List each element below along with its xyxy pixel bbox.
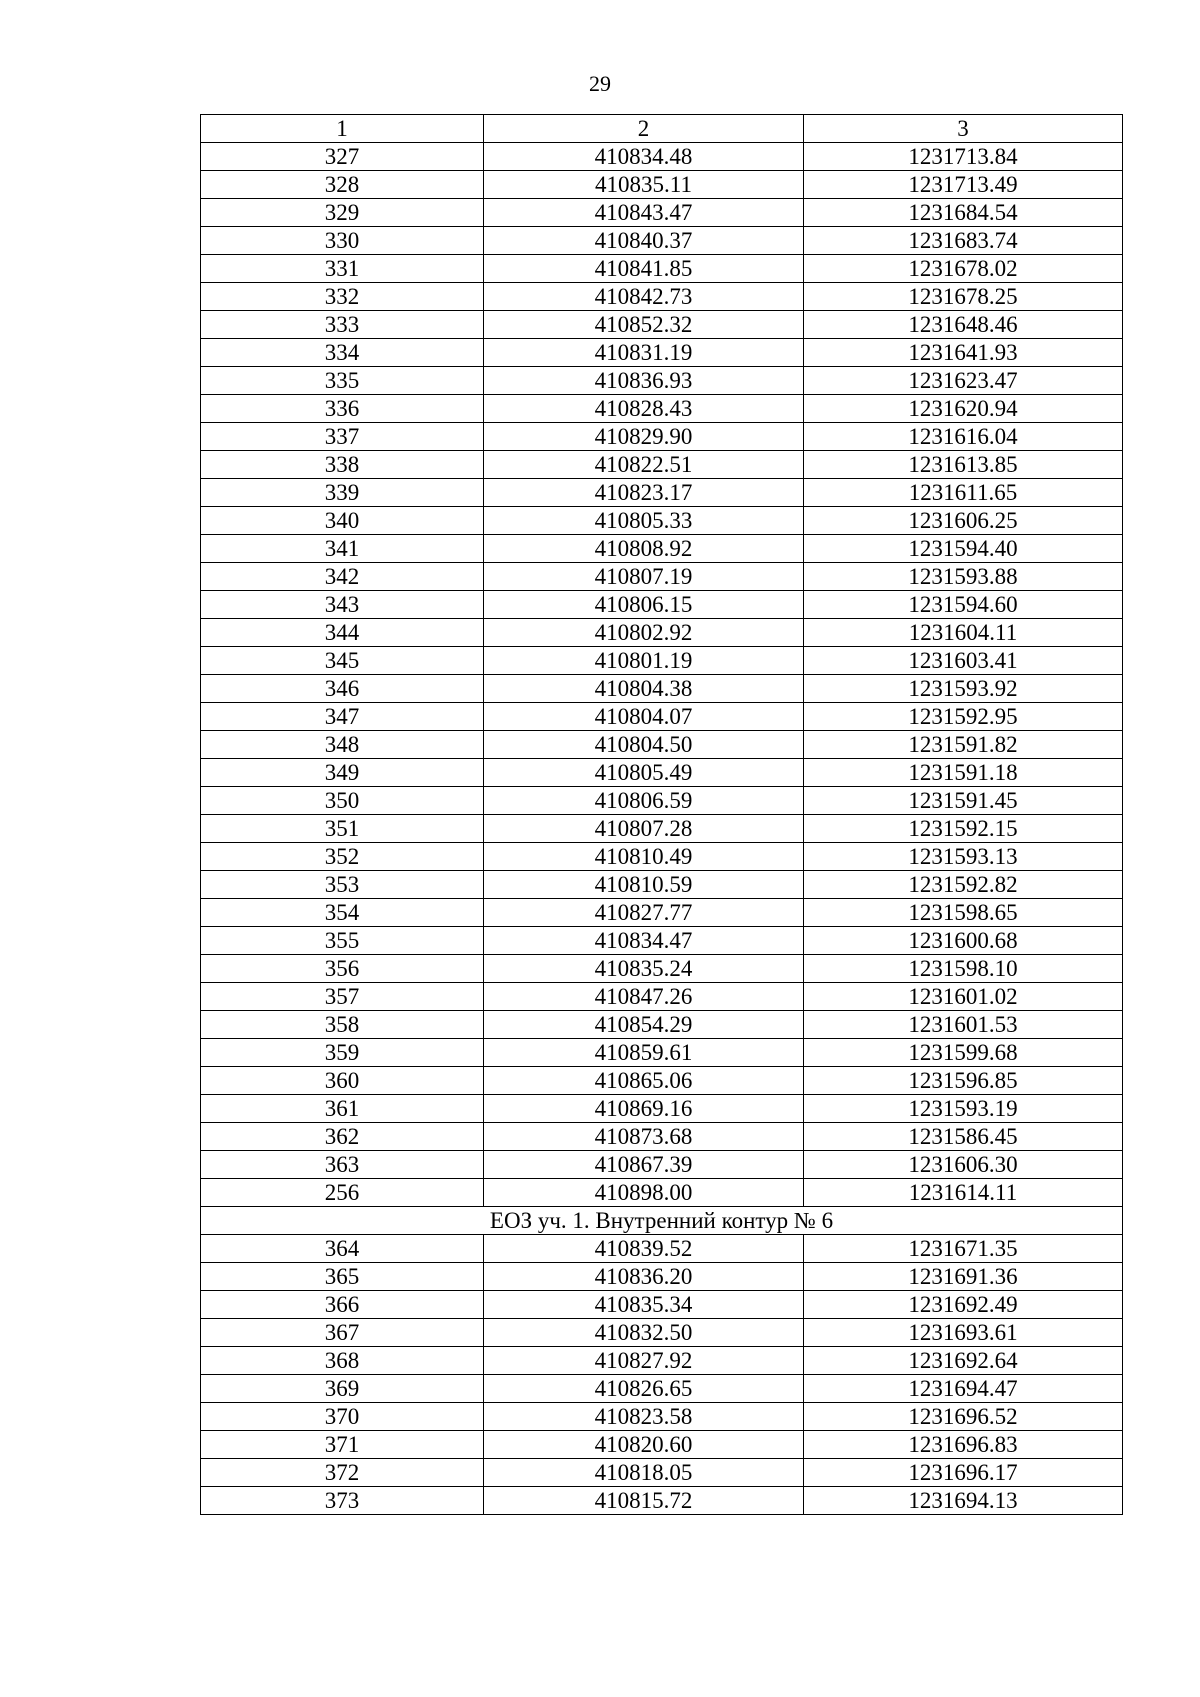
table-row xyxy=(201,479,1123,507)
table-row xyxy=(201,815,1123,843)
point-number-cell: 334 xyxy=(201,339,484,367)
table-row xyxy=(201,395,1123,423)
y-coordinate-cell: 1231591.45 xyxy=(804,787,1123,815)
y-coordinate-cell: 1231648.46 xyxy=(804,311,1123,339)
table-row xyxy=(201,787,1123,815)
y-coordinate-cell: 1231713.49 xyxy=(804,171,1123,199)
point-number-cell: 348 xyxy=(201,731,484,759)
table-row xyxy=(201,871,1123,899)
point-number-cell: 353 xyxy=(201,871,484,899)
y-coordinate-cell: 1231623.47 xyxy=(804,367,1123,395)
point-number-cell: 362 xyxy=(201,1123,484,1151)
table-row xyxy=(201,451,1123,479)
x-coordinate-cell: 410832.50 xyxy=(484,1319,804,1347)
x-coordinate-cell: 410801.19 xyxy=(484,647,804,675)
point-number-cell: 335 xyxy=(201,367,484,395)
x-coordinate-cell: 410841.85 xyxy=(484,255,804,283)
point-number-cell: 369 xyxy=(201,1375,484,1403)
point-number-cell: 337 xyxy=(201,423,484,451)
y-coordinate-cell: 1231692.64 xyxy=(804,1347,1123,1375)
x-coordinate-cell: 410898.00 xyxy=(484,1179,804,1207)
point-number-cell: 373 xyxy=(201,1487,484,1515)
point-number-cell: 330 xyxy=(201,227,484,255)
table-row xyxy=(201,1487,1123,1515)
point-number-cell: 256 xyxy=(201,1179,484,1207)
table-row xyxy=(201,563,1123,591)
point-number-cell: 332 xyxy=(201,283,484,311)
y-coordinate-cell: 1231606.30 xyxy=(804,1151,1123,1179)
x-coordinate-cell: 410805.33 xyxy=(484,507,804,535)
point-number-cell: 371 xyxy=(201,1431,484,1459)
y-coordinate-cell: 1231592.82 xyxy=(804,871,1123,899)
x-coordinate-cell: 410859.61 xyxy=(484,1039,804,1067)
page-number: 29 xyxy=(589,71,611,96)
y-coordinate-cell: 1231604.11 xyxy=(804,619,1123,647)
y-coordinate-cell: 1231671.35 xyxy=(804,1235,1123,1263)
table-row xyxy=(201,535,1123,563)
table-row xyxy=(201,1235,1123,1263)
point-number-cell: 357 xyxy=(201,983,484,1011)
x-coordinate-cell: 410810.49 xyxy=(484,843,804,871)
table-row xyxy=(201,1319,1123,1347)
y-coordinate-cell: 1231593.88 xyxy=(804,563,1123,591)
y-coordinate-cell: 1231641.93 xyxy=(804,339,1123,367)
y-coordinate-cell: 1231592.15 xyxy=(804,815,1123,843)
x-coordinate-cell: 410839.52 xyxy=(484,1235,804,1263)
x-coordinate-cell: 410852.32 xyxy=(484,311,804,339)
point-number-cell: 327 xyxy=(201,143,484,171)
point-number-cell: 372 xyxy=(201,1459,484,1487)
y-coordinate-cell: 1231620.94 xyxy=(804,395,1123,423)
point-number-cell: 360 xyxy=(201,1067,484,1095)
x-coordinate-cell: 410835.11 xyxy=(484,171,804,199)
x-coordinate-cell: 410836.20 xyxy=(484,1263,804,1291)
x-coordinate-cell: 410804.38 xyxy=(484,675,804,703)
point-number-cell: 365 xyxy=(201,1263,484,1291)
section-header-row xyxy=(201,1207,1123,1235)
y-coordinate-cell: 1231684.54 xyxy=(804,199,1123,227)
table-row xyxy=(201,955,1123,983)
point-number-cell: 346 xyxy=(201,675,484,703)
point-number-cell: 331 xyxy=(201,255,484,283)
table-row xyxy=(201,1011,1123,1039)
y-coordinate-cell: 1231594.40 xyxy=(804,535,1123,563)
y-coordinate-cell: 1231683.74 xyxy=(804,227,1123,255)
x-coordinate-cell: 410818.05 xyxy=(484,1459,804,1487)
header-cell-y-coordinate: 3 xyxy=(804,115,1123,143)
coordinates-table xyxy=(200,114,1123,1515)
point-number-cell: 367 xyxy=(201,1319,484,1347)
point-number-cell: 349 xyxy=(201,759,484,787)
x-coordinate-cell: 410807.28 xyxy=(484,815,804,843)
table-row xyxy=(201,227,1123,255)
y-coordinate-cell: 1231696.52 xyxy=(804,1403,1123,1431)
y-coordinate-cell: 1231601.02 xyxy=(804,983,1123,1011)
table-row xyxy=(201,759,1123,787)
y-coordinate-cell: 1231603.41 xyxy=(804,647,1123,675)
x-coordinate-cell: 410826.65 xyxy=(484,1375,804,1403)
point-number-cell: 344 xyxy=(201,619,484,647)
table-row xyxy=(201,927,1123,955)
point-number-cell: 350 xyxy=(201,787,484,815)
x-coordinate-cell: 410829.90 xyxy=(484,423,804,451)
y-coordinate-cell: 1231586.45 xyxy=(804,1123,1123,1151)
x-coordinate-cell: 410836.93 xyxy=(484,367,804,395)
x-coordinate-cell: 410834.48 xyxy=(484,143,804,171)
y-coordinate-cell: 1231591.18 xyxy=(804,759,1123,787)
y-coordinate-cell: 1231691.36 xyxy=(804,1263,1123,1291)
table-row xyxy=(201,1095,1123,1123)
y-coordinate-cell: 1231592.95 xyxy=(804,703,1123,731)
y-coordinate-cell: 1231678.02 xyxy=(804,255,1123,283)
table-row xyxy=(201,1291,1123,1319)
table-row xyxy=(201,1263,1123,1291)
table-header-row xyxy=(201,115,1123,143)
y-coordinate-cell: 1231600.68 xyxy=(804,927,1123,955)
point-number-cell: 363 xyxy=(201,1151,484,1179)
point-number-cell: 339 xyxy=(201,479,484,507)
point-number-cell: 345 xyxy=(201,647,484,675)
y-coordinate-cell: 1231611.65 xyxy=(804,479,1123,507)
point-number-cell: 336 xyxy=(201,395,484,423)
x-coordinate-cell: 410835.34 xyxy=(484,1291,804,1319)
point-number-cell: 340 xyxy=(201,507,484,535)
point-number-cell: 356 xyxy=(201,955,484,983)
y-coordinate-cell: 1231606.25 xyxy=(804,507,1123,535)
x-coordinate-cell: 410869.16 xyxy=(484,1095,804,1123)
y-coordinate-cell: 1231598.10 xyxy=(804,955,1123,983)
y-coordinate-cell: 1231616.04 xyxy=(804,423,1123,451)
table-row xyxy=(201,647,1123,675)
point-number-cell: 364 xyxy=(201,1235,484,1263)
x-coordinate-cell: 410804.50 xyxy=(484,731,804,759)
table-row xyxy=(201,1039,1123,1067)
y-coordinate-cell: 1231614.11 xyxy=(804,1179,1123,1207)
table-row xyxy=(201,367,1123,395)
header-cell-point-number: 1 xyxy=(201,115,484,143)
x-coordinate-cell: 410854.29 xyxy=(484,1011,804,1039)
x-coordinate-cell: 410822.51 xyxy=(484,451,804,479)
table-row xyxy=(201,1459,1123,1487)
x-coordinate-cell: 410827.92 xyxy=(484,1347,804,1375)
y-coordinate-cell: 1231613.85 xyxy=(804,451,1123,479)
table-row xyxy=(201,1151,1123,1179)
y-coordinate-cell: 1231599.68 xyxy=(804,1039,1123,1067)
table-row xyxy=(201,983,1123,1011)
point-number-cell: 358 xyxy=(201,1011,484,1039)
y-coordinate-cell: 1231696.17 xyxy=(804,1459,1123,1487)
point-number-cell: 359 xyxy=(201,1039,484,1067)
x-coordinate-cell: 410823.17 xyxy=(484,479,804,507)
y-coordinate-cell: 1231694.13 xyxy=(804,1487,1123,1515)
table-row xyxy=(201,423,1123,451)
point-number-cell: 355 xyxy=(201,927,484,955)
y-coordinate-cell: 1231693.61 xyxy=(804,1319,1123,1347)
table-row xyxy=(201,171,1123,199)
point-number-cell: 338 xyxy=(201,451,484,479)
point-number-cell: 370 xyxy=(201,1403,484,1431)
point-number-cell: 341 xyxy=(201,535,484,563)
x-coordinate-cell: 410804.07 xyxy=(484,703,804,731)
point-number-cell: 354 xyxy=(201,899,484,927)
y-coordinate-cell: 1231593.19 xyxy=(804,1095,1123,1123)
y-coordinate-cell: 1231678.25 xyxy=(804,283,1123,311)
x-coordinate-cell: 410828.43 xyxy=(484,395,804,423)
point-number-cell: 368 xyxy=(201,1347,484,1375)
table-row xyxy=(201,1067,1123,1095)
table-row xyxy=(201,255,1123,283)
point-number-cell: 342 xyxy=(201,563,484,591)
point-number-cell: 347 xyxy=(201,703,484,731)
x-coordinate-cell: 410806.15 xyxy=(484,591,804,619)
table-row xyxy=(201,1375,1123,1403)
y-coordinate-cell: 1231593.13 xyxy=(804,843,1123,871)
y-coordinate-cell: 1231596.85 xyxy=(804,1067,1123,1095)
x-coordinate-cell: 410808.92 xyxy=(484,535,804,563)
y-coordinate-cell: 1231694.47 xyxy=(804,1375,1123,1403)
point-number-cell: 366 xyxy=(201,1291,484,1319)
y-coordinate-cell: 1231696.83 xyxy=(804,1431,1123,1459)
x-coordinate-cell: 410802.92 xyxy=(484,619,804,647)
x-coordinate-cell: 410827.77 xyxy=(484,899,804,927)
x-coordinate-cell: 410873.68 xyxy=(484,1123,804,1151)
y-coordinate-cell: 1231692.49 xyxy=(804,1291,1123,1319)
x-coordinate-cell: 410806.59 xyxy=(484,787,804,815)
x-coordinate-cell: 410835.24 xyxy=(484,955,804,983)
table-row xyxy=(201,1403,1123,1431)
x-coordinate-cell: 410843.47 xyxy=(484,199,804,227)
section-header-cell: ЕОЗ уч. 1. Внутренний контур № 6 xyxy=(201,1207,1123,1235)
table-row xyxy=(201,1431,1123,1459)
table-row xyxy=(201,843,1123,871)
x-coordinate-cell: 410815.72 xyxy=(484,1487,804,1515)
x-coordinate-cell: 410831.19 xyxy=(484,339,804,367)
coordinates-table-body xyxy=(201,115,1123,1515)
x-coordinate-cell: 410810.59 xyxy=(484,871,804,899)
header-cell-x-coordinate: 2 xyxy=(484,115,804,143)
y-coordinate-cell: 1231594.60 xyxy=(804,591,1123,619)
x-coordinate-cell: 410840.37 xyxy=(484,227,804,255)
table-row xyxy=(201,675,1123,703)
point-number-cell: 343 xyxy=(201,591,484,619)
table-row xyxy=(201,703,1123,731)
point-number-cell: 329 xyxy=(201,199,484,227)
y-coordinate-cell: 1231598.65 xyxy=(804,899,1123,927)
y-coordinate-cell: 1231713.84 xyxy=(804,143,1123,171)
x-coordinate-cell: 410807.19 xyxy=(484,563,804,591)
table-row xyxy=(201,899,1123,927)
table-row xyxy=(201,591,1123,619)
table-row xyxy=(201,1123,1123,1151)
table-row xyxy=(201,1347,1123,1375)
point-number-cell: 352 xyxy=(201,843,484,871)
x-coordinate-cell: 410842.73 xyxy=(484,283,804,311)
x-coordinate-cell: 410805.49 xyxy=(484,759,804,787)
point-number-cell: 361 xyxy=(201,1095,484,1123)
x-coordinate-cell: 410865.06 xyxy=(484,1067,804,1095)
table-row xyxy=(201,619,1123,647)
table-row xyxy=(201,283,1123,311)
x-coordinate-cell: 410847.26 xyxy=(484,983,804,1011)
table-row xyxy=(201,339,1123,367)
point-number-cell: 328 xyxy=(201,171,484,199)
x-coordinate-cell: 410834.47 xyxy=(484,927,804,955)
table-row xyxy=(201,507,1123,535)
x-coordinate-cell: 410823.58 xyxy=(484,1403,804,1431)
point-number-cell: 333 xyxy=(201,311,484,339)
table-row xyxy=(201,143,1123,171)
x-coordinate-cell: 410867.39 xyxy=(484,1151,804,1179)
y-coordinate-cell: 1231601.53 xyxy=(804,1011,1123,1039)
table-row xyxy=(201,731,1123,759)
y-coordinate-cell: 1231591.82 xyxy=(804,731,1123,759)
table-row xyxy=(201,199,1123,227)
x-coordinate-cell: 410820.60 xyxy=(484,1431,804,1459)
table-row xyxy=(201,1179,1123,1207)
table-row xyxy=(201,311,1123,339)
y-coordinate-cell: 1231593.92 xyxy=(804,675,1123,703)
point-number-cell: 351 xyxy=(201,815,484,843)
